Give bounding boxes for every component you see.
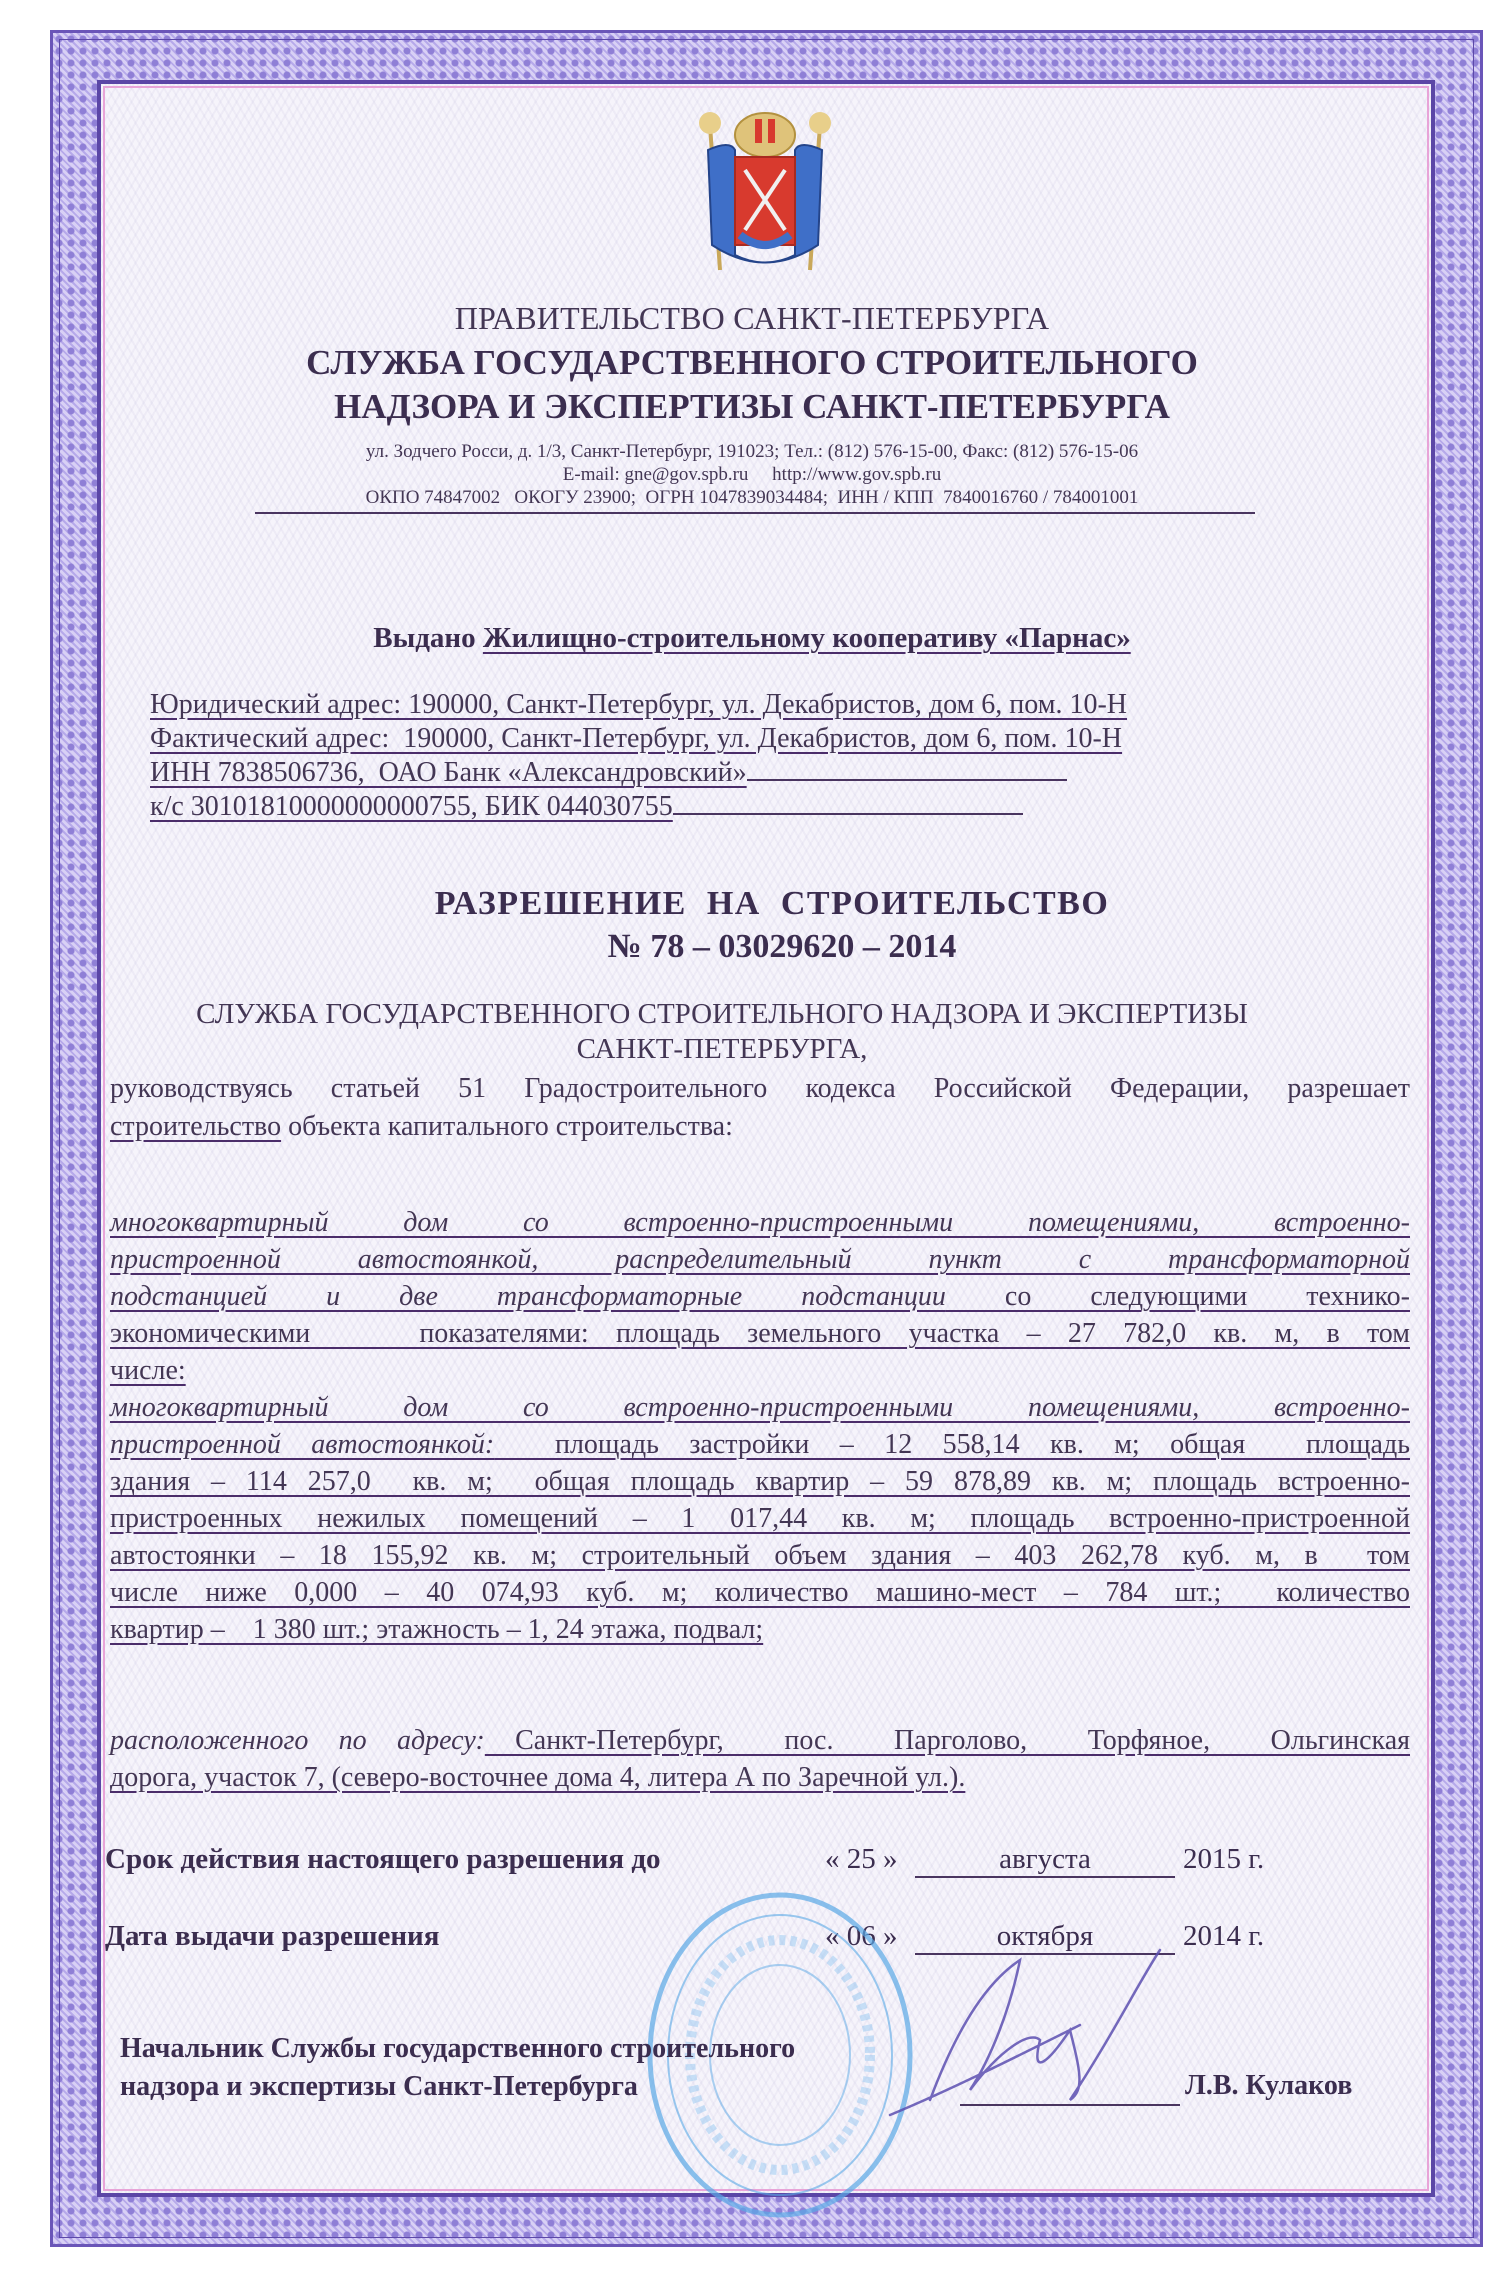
- legal-address: Юридический адрес: 190000, Санкт-Петербург, ул. Декабристов, дом 6, пом. 10-Н: [150, 689, 1128, 720]
- signatory-name: Л.В. Кулаков: [1185, 2070, 1353, 2101]
- building-line: здания – 114 257,0 кв. м; общая площадь квартир – 59 878,89 кв. м; площадь встроенно-: [110, 1466, 1410, 1497]
- recipient-details: [150, 688, 1310, 824]
- permit-number: № 78 – 03029620 – 2014: [607, 928, 957, 965]
- authority-line1: СЛУЖБА ГОСУДАРСТВЕННОГО СТРОИТЕЛЬНОГО НАДЗОРА И ЭКСПЕРТИЗЫ: [196, 998, 1248, 1030]
- agency-contacts: [0, 440, 1504, 509]
- validity-row: [105, 1843, 1405, 1883]
- permits-row: [110, 1108, 1410, 1146]
- validity-year: 2015 г.: [1183, 1843, 1265, 1875]
- fill-line: [747, 778, 1067, 781]
- location-line: [110, 1722, 1410, 1759]
- validity-day: « 25 »: [825, 1843, 898, 1875]
- building-line-italic: пристроенной автостоянкой:: [110, 1429, 495, 1460]
- object-line: [110, 1278, 1410, 1315]
- contacts-address-phone: ул. Зодчего Росси, д. 1/3, Санкт-Петербург, 191023; Тел.: (812) 576-15-00, Факс: (812) 576-15-06: [365, 441, 1139, 462]
- contacts-email-web: E-mail: gne@gov.spb.ru http://www.gov.spb.ru: [562, 464, 942, 485]
- location-label: расположенного по адресу:: [110, 1725, 485, 1756]
- object-line-tail: со следующими технико-: [945, 1281, 1410, 1312]
- object-line: экономическими показателями: площадь земельного участка – 27 782,0 кв. м, в том: [110, 1318, 1410, 1349]
- issue-month: октября: [915, 1920, 1175, 1955]
- arms-crown: [735, 113, 795, 157]
- signature-icon: [870, 1940, 1170, 2130]
- inn-bank-row: [150, 756, 1310, 790]
- building-line: автостоянки – 18 155,92 кв. м; строительный объем здания – 403 262,78 куб. м, в том: [110, 1540, 1410, 1571]
- position-line2: надзора и экспертизы Санкт-Петербурга: [120, 2071, 638, 2102]
- validity-label: Срок действия настоящего разрешения до: [105, 1843, 661, 1875]
- account-row: [150, 790, 1310, 824]
- contacts-registry-codes: ОКПО 74847002 ОКОГУ 23900; ОГРН 1047839034484; ИНН / КПП 7840016760 / 784001001: [365, 487, 1139, 508]
- permits-word: строительство: [110, 1111, 282, 1142]
- issue-year: 2014 г.: [1183, 1920, 1265, 1952]
- issued-to: [0, 622, 1504, 655]
- validity-month: августа: [915, 1843, 1175, 1878]
- permit-title: РАЗРЕШЕНИЕ НА СТРОИТЕЛЬСТВО: [434, 885, 1110, 922]
- building-line: числе ниже 0,000 – 40 074,93 куб. м; количество машино-мест – 784 шт.; количество: [110, 1577, 1410, 1608]
- issue-day: « 06 »: [825, 1920, 898, 1952]
- recipient-name: Жилищно-строительному кооперативу «Парнас»: [482, 622, 1131, 654]
- object-line: числе:: [110, 1355, 186, 1386]
- authority-basis: [110, 1070, 1410, 1146]
- basis-text: руководствуясь статьей 51 Градостроительного кодекса Российской Федерации, разрешает: [110, 1073, 1410, 1104]
- position-line1: Начальник Службы государственного строительного: [120, 2033, 796, 2064]
- signature-line: [960, 2104, 1180, 2106]
- object-line: пристроенной автостоянкой, распределительный пункт с трансформаторной: [110, 1244, 1410, 1275]
- building-line-tail: площадь застройки – 12 558,14 кв. м; общая площадь: [494, 1429, 1410, 1460]
- issued-label: Выдано: [373, 622, 476, 654]
- object-description: [110, 1204, 1410, 1389]
- government-name: ПРАВИТЕЛЬСТВО САНКТ-ПЕТЕРБУРГА: [454, 300, 1050, 336]
- building-line: пристроенных нежилых помещений – 1 017,44 кв. м; площадь встроенно-пристроенной: [110, 1503, 1410, 1534]
- permits-rest: объекта капитального строительства:: [281, 1111, 733, 1142]
- object-line-italic: подстанцией и две трансформаторные подстанции: [110, 1281, 946, 1312]
- building-line: многоквартирный дом со встроенно-пристроенными помещениями, встроенно-: [110, 1392, 1410, 1423]
- actual-address: Фактический адрес: 190000, Санкт-Петербург, ул. Декабристов, дом 6, пом. 10-Н: [150, 723, 1123, 754]
- fill-line: [673, 812, 1023, 815]
- agency-name-line1: СЛУЖБА ГОСУДАРСТВЕННОГО СТРОИТЕЛЬНОГО: [306, 343, 1198, 382]
- building-line: [110, 1426, 1410, 1463]
- location-address: Санкт-Петербург, пос. Парголово, Торфяное, Ольгинская: [484, 1725, 1410, 1756]
- building-line: квартир – 1 380 шт.; этажность – 1, 24 этажа, подвал;: [110, 1614, 764, 1645]
- inn-bank: ИНН 7838506736, ОАО Банк «Александровский»: [150, 757, 747, 788]
- account-bik: к/с 30101810000000000755, БИК 044030755: [150, 791, 673, 822]
- signatory-position: [120, 2030, 795, 2106]
- agency-name-line2: НАДЗОРА И ЭКСПЕРТИЗЫ САНКТ-ПЕТЕРБУРГА: [334, 387, 1170, 426]
- location-line: дорога, участок 7, (северо-восточнее дома 4, литера А по Заречной ул.).: [110, 1762, 966, 1793]
- object-location: [110, 1722, 1410, 1796]
- issue-date-label: Дата выдачи разрешения: [105, 1920, 440, 1952]
- building-indicators: [110, 1389, 1410, 1648]
- object-line: многоквартирный дом со встроенно-пристроенными помещениями, встроенно-: [110, 1207, 1410, 1238]
- header-divider: [255, 512, 1255, 514]
- authority-line2: САНКТ-ПЕТЕРБУРГА,: [576, 1033, 868, 1065]
- coat-of-arms-icon: [690, 105, 840, 280]
